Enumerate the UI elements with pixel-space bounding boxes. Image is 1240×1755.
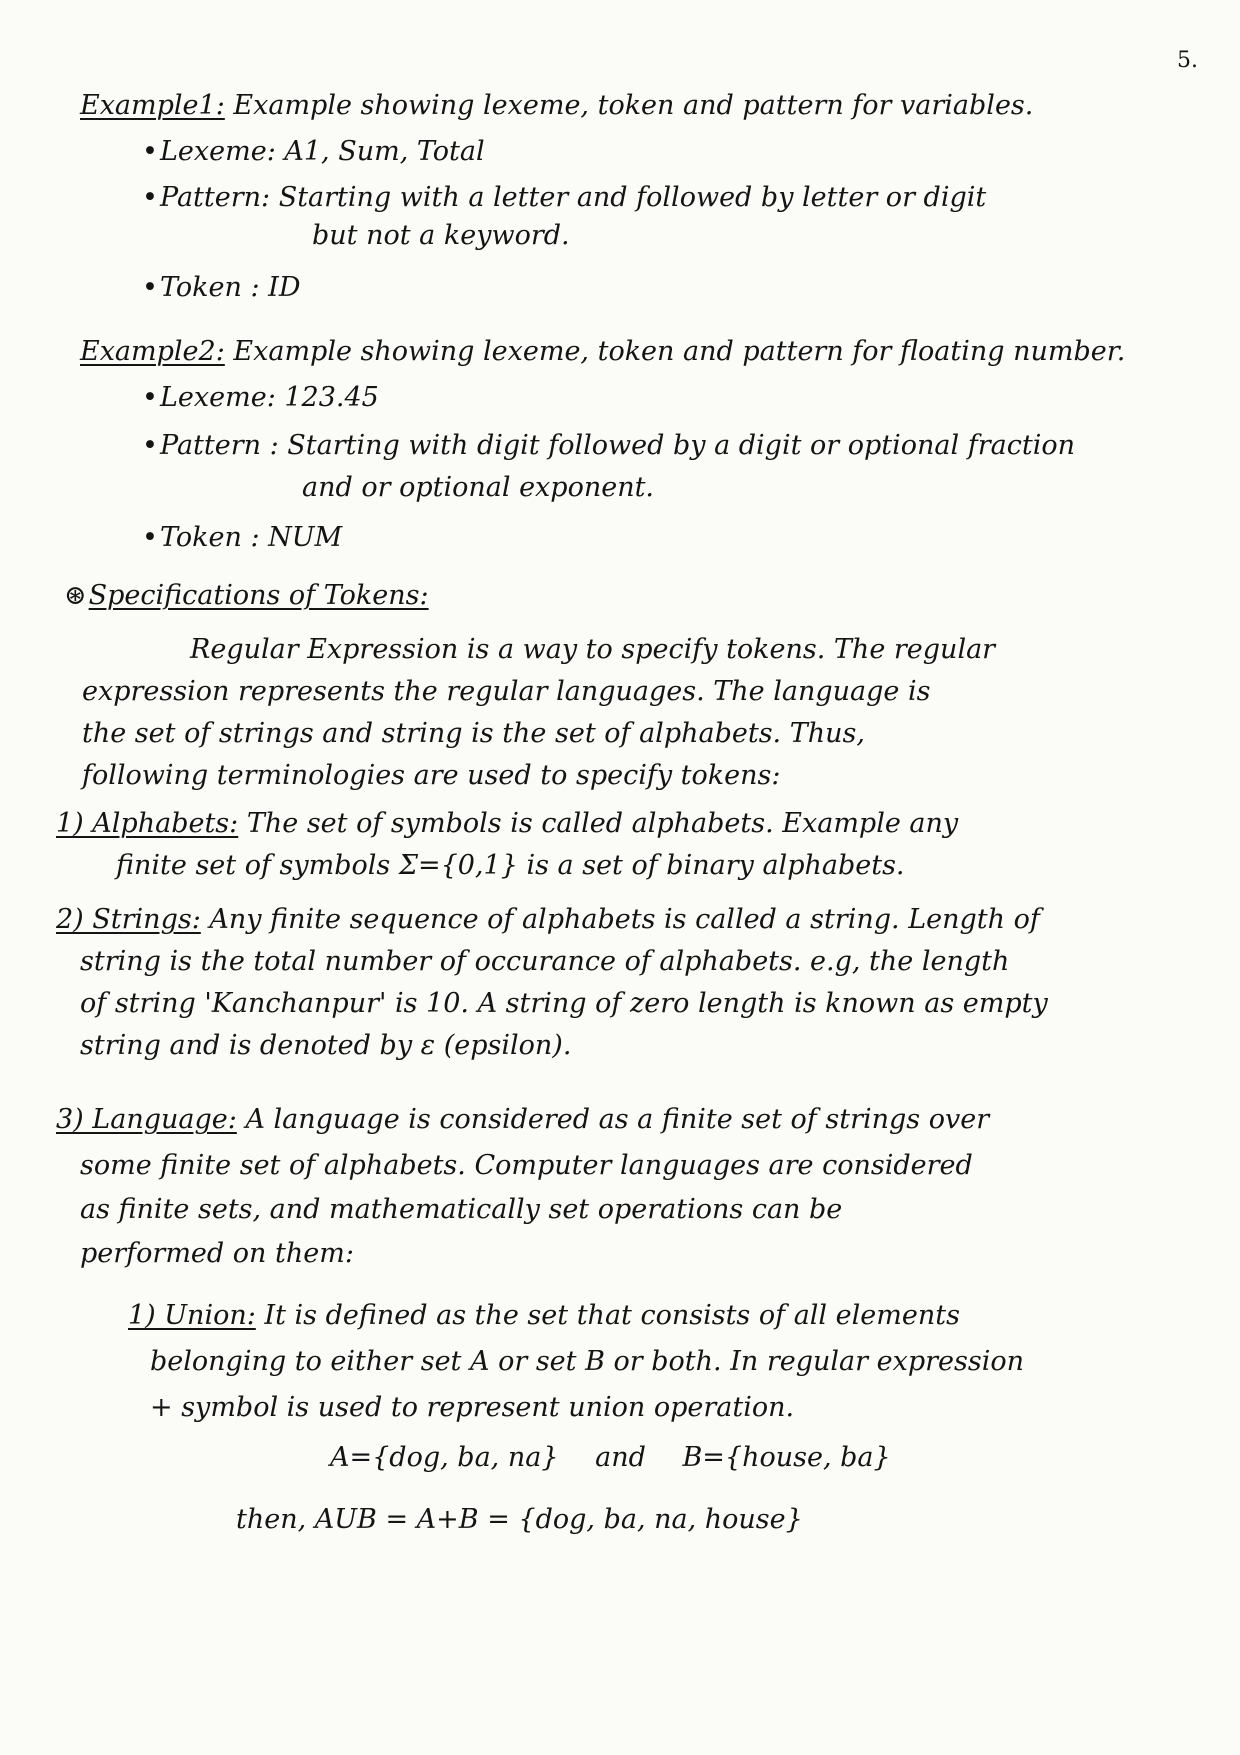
example1-pattern bbox=[142, 180, 986, 216]
language-line-3: as finite sets, and mathematically set operations can be bbox=[80, 1194, 843, 1225]
example2-description: Example showing lexeme, token and pattern for floating number. bbox=[233, 336, 1126, 367]
set-a: A={dog, ba, na} bbox=[330, 1442, 559, 1473]
union-line-3: + symbol is used to represent union operation. bbox=[150, 1392, 795, 1423]
example2-token bbox=[142, 520, 342, 556]
bullet-icon: • bbox=[142, 430, 158, 461]
strings-line-2: string is the total number of occurance of alphabets. e.g, the length bbox=[80, 946, 1010, 977]
union-example-sets bbox=[330, 1440, 891, 1476]
and-word: and bbox=[595, 1442, 646, 1473]
specifications-para-line-2: expression represents the regular languages. The language is bbox=[82, 676, 931, 707]
example1-lexeme-text: Lexeme: A1, Sum, Total bbox=[160, 136, 485, 167]
example1-token-text: Token : ID bbox=[160, 272, 301, 303]
example1-pattern-cont: but not a keyword. bbox=[312, 220, 570, 251]
language-line-1: A language is considered as a finite set of strings over bbox=[245, 1104, 990, 1135]
example2-lexeme-text: Lexeme: 123.45 bbox=[160, 382, 379, 413]
union-line-2: belonging to either set A or set B or both. In regular expression bbox=[150, 1346, 1024, 1377]
alphabets-line-1: The set of symbols is called alphabets. Example any bbox=[246, 808, 959, 839]
specifications-heading bbox=[64, 578, 429, 614]
alphabets-title: 1) Alphabets: bbox=[56, 808, 239, 839]
example1-heading bbox=[80, 88, 1033, 124]
union-result: then, AUB = A+B = {dog, ba, na, house} bbox=[236, 1504, 803, 1535]
example2-lexeme bbox=[142, 380, 379, 416]
example2-pattern-text: Pattern : Starting with digit followed by a digit or optional fraction bbox=[160, 430, 1075, 461]
example2-pattern-cont: and or optional exponent. bbox=[302, 472, 655, 503]
language-line-2: some finite set of alphabets. Computer languages are considered bbox=[80, 1150, 973, 1181]
strings-item bbox=[56, 902, 1040, 938]
alphabets-line-2: finite set of symbols Σ={0,1} is a set of binary alphabets. bbox=[116, 850, 905, 881]
example2-title: Example2: bbox=[80, 336, 225, 367]
example1-description: Example showing lexeme, token and pattern for variables. bbox=[233, 90, 1034, 121]
specifications-para-line-1: Regular Expression is a way to specify tokens. The regular bbox=[190, 634, 996, 665]
example1-lexeme bbox=[142, 134, 485, 170]
star-bullet-icon: ⊛ bbox=[64, 580, 87, 611]
example1-token bbox=[142, 270, 300, 306]
strings-line-1: Any finite sequence of alphabets is called a string. Length of bbox=[209, 904, 1040, 935]
language-item bbox=[56, 1102, 989, 1138]
set-b: B={house, ba} bbox=[682, 1442, 891, 1473]
union-title: 1) Union: bbox=[128, 1300, 256, 1331]
example2-token-text: Token : NUM bbox=[160, 522, 343, 553]
strings-line-4: string and is denoted by ε (epsilon). bbox=[80, 1030, 572, 1061]
bullet-icon: • bbox=[142, 522, 158, 553]
specifications-para-line-3: the set of strings and string is the set of alphabets. Thus, bbox=[82, 718, 865, 749]
specifications-heading-text: Specifications of Tokens: bbox=[88, 580, 429, 611]
union-item bbox=[128, 1298, 960, 1334]
page-number: 5. bbox=[1177, 48, 1198, 73]
bullet-icon: • bbox=[142, 272, 158, 303]
strings-title: 2) Strings: bbox=[56, 904, 201, 935]
language-title: 3) Language: bbox=[56, 1104, 237, 1135]
example1-title: Example1: bbox=[80, 90, 225, 121]
bullet-icon: • bbox=[142, 182, 158, 213]
bullet-icon: • bbox=[142, 136, 158, 167]
alphabets-item bbox=[56, 806, 958, 842]
specifications-para-line-4: following terminologies are used to specify tokens: bbox=[82, 760, 781, 791]
language-line-4: performed on them: bbox=[80, 1238, 354, 1269]
example2-pattern bbox=[142, 428, 1075, 464]
union-line-1: It is defined as the set that consists of all elements bbox=[264, 1300, 960, 1331]
bullet-icon: • bbox=[142, 382, 158, 413]
strings-line-3: of string 'Kanchanpur' is 10. A string of zero length is known as empty bbox=[80, 988, 1048, 1019]
example1-pattern-text: Pattern: Starting with a letter and followed by letter or digit bbox=[160, 182, 987, 213]
example2-heading bbox=[80, 334, 1125, 370]
